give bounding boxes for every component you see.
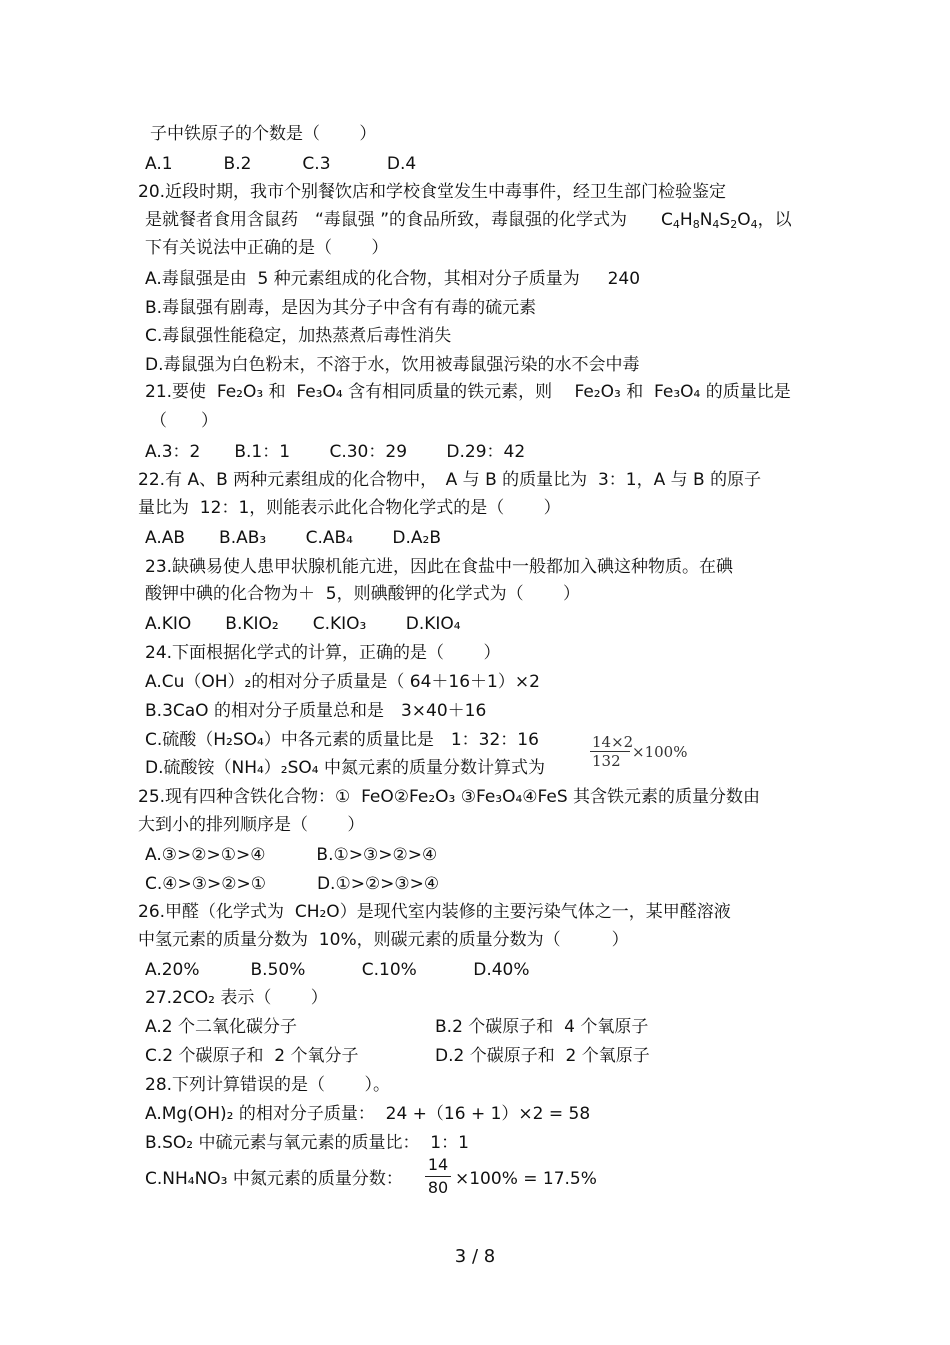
- question-28-option-c-tail: ×100% = 17.5%: [455, 1169, 597, 1189]
- question-21-options: A.3：2 B.1：1 C.30：29 D.29：42: [145, 442, 526, 462]
- question-25-options-ab: A.③>②>①>④ B.①>③>②>④: [145, 845, 438, 865]
- fraction-d-numerator: 14×2: [592, 733, 634, 751]
- question-20-option-d: D.毒鼠强为白色粉末，不溶于水，饮用被毒鼠强污染的水不会中毒: [145, 355, 640, 375]
- question-23-stem-line2: 酸钾中碘的化合物为＋ 5，则碘酸钾的化学式为（ ）: [145, 584, 581, 604]
- question-20-option-a: A.毒鼠强是由 5 种元素组成的化合物，其相对分子质量为 240: [145, 269, 641, 289]
- question-22-options: A.AB B.AB₃ C.AB₄ D.A₂B: [145, 528, 441, 548]
- question-27-option-d: D.2 个碳原子和 2 个氧原子: [435, 1046, 650, 1066]
- question-21-stem: 21.要使 Fe₂O₃ 和 Fe₃O₄ 含有相同质量的铁元素，则 Fe₂O₃ 和 Fe₃O₄ 的质量比是: [145, 382, 791, 402]
- fraction-d-denominator: 132: [592, 752, 621, 770]
- question-20-stem-line1: 20.近段时期，我市个别餐饮店和学校食堂发生中毒事件，经卫生部门检验鉴定: [138, 182, 727, 202]
- fraction-c-bar: [425, 1176, 451, 1177]
- question-25-stem-line2: 大到小的排列顺序是（ ）: [138, 815, 365, 835]
- fraction-c-denominator: 80: [427, 1178, 449, 1197]
- question-23-stem: 23.缺碘易使人患甲状腺机能亢进，因此在食盐中一般都加入碘这种物质。在碘: [145, 557, 734, 577]
- question-28-option-b: B.SO₂ 中硫元素与氧元素的质量比： 1：1: [145, 1133, 469, 1153]
- question-28-option-a: A.Mg(OH)₂ 的相对分子质量： 24 +（16 + 1）×2 = 58: [145, 1104, 591, 1124]
- question-21-stem-line2: （ ）: [150, 411, 218, 431]
- fraction-formula-c: [425, 1155, 451, 1198]
- question-24-option-c: C.硫酸（H₂SO₄）中各元素的质量比是 1：32：16: [145, 730, 539, 750]
- question-28-option-c: C.NH₄NO₃ 中氮元素的质量分数：: [145, 1169, 403, 1189]
- fraction-formula-d: [590, 733, 688, 770]
- question-25-options-cd: C.④>③>②>① D.①>②>③>④: [145, 874, 440, 894]
- fraction-d-multiplier: ×100%: [632, 743, 688, 761]
- page-number: 3 / 8: [454, 1246, 496, 1267]
- question-19-tail: 子中铁原子的个数是（ ）: [150, 124, 377, 144]
- question-28-stem: 28.下列计算错误的是（ ）。: [145, 1075, 390, 1095]
- question-27-option-a: A.2 个二氧化碳分子: [145, 1017, 297, 1037]
- question-27-option-b: B.2 个碳原子和 4 个氧原子: [435, 1017, 649, 1037]
- question-25-stem: 25.现有四种含铁化合物：① FeO②Fe₂O₃ ③Fe₃O₄④FeS 其含铁元素的质量分数由: [138, 787, 761, 807]
- question-19-options: A.1 B.2 C.3 D.4: [145, 154, 417, 174]
- question-24-option-b: B.3CaO 的相对分子质量总和是 3×40＋16: [145, 701, 487, 721]
- question-23-options: A.KIO B.KIO₂ C.KIO₃ D.KIO₄: [145, 614, 461, 634]
- question-24-option-d: D.硫酸铵（NH₄）₂SO₄ 中氮元素的质量分数计算式为: [145, 758, 546, 778]
- question-22-stem-line2: 量比为 12：1，则能表示此化合物化学式的是（ ）: [138, 498, 561, 518]
- question-24-stem: 24.下面根据化学式的计算，正确的是（ ）: [145, 643, 501, 663]
- question-26-stem-line2: 中氢元素的质量分数为 10%，则碳元素的质量分数为（ ）: [138, 930, 629, 950]
- question-27-option-c: C.2 个碳原子和 2 个氧分子: [145, 1046, 359, 1066]
- question-20-stem-line2: 是就餐者食用含鼠药 “毒鼠强 ”的食品所致，毒鼠强的化学式为 $C_4H_8N_4S_2O_4$，以: [145, 210, 792, 231]
- question-22-stem: 22.有 A、B 两种元素组成的化合物中， A 与 B 的质量比为 3：1，A 与 B 的原子: [138, 470, 762, 490]
- question-27-stem: 27.2CO₂ 表示（ ）: [145, 988, 328, 1008]
- question-26-options: A.20% B.50% C.10% D.40%: [145, 960, 530, 980]
- question-20-option-b: B.毒鼠强有剧毒，是因为其分子中含有有毒的硫元素: [145, 298, 537, 318]
- question-20-stem-line3: 下有关说法中正确的是（ ）: [145, 238, 389, 258]
- fraction-c-numerator: 14: [427, 1155, 449, 1174]
- question-24-option-a: A.Cu（OH）₂的相对分子质量是（ 64＋16＋1）×2: [145, 672, 540, 692]
- question-20-option-c: C.毒鼠强性能稳定，加热蒸煮后毒性消失: [145, 326, 452, 346]
- question-26-stem: 26.甲醛（化学式为 CH₂O）是现代室内装修的主要污染气体之一，某甲醛溶液: [138, 902, 731, 922]
